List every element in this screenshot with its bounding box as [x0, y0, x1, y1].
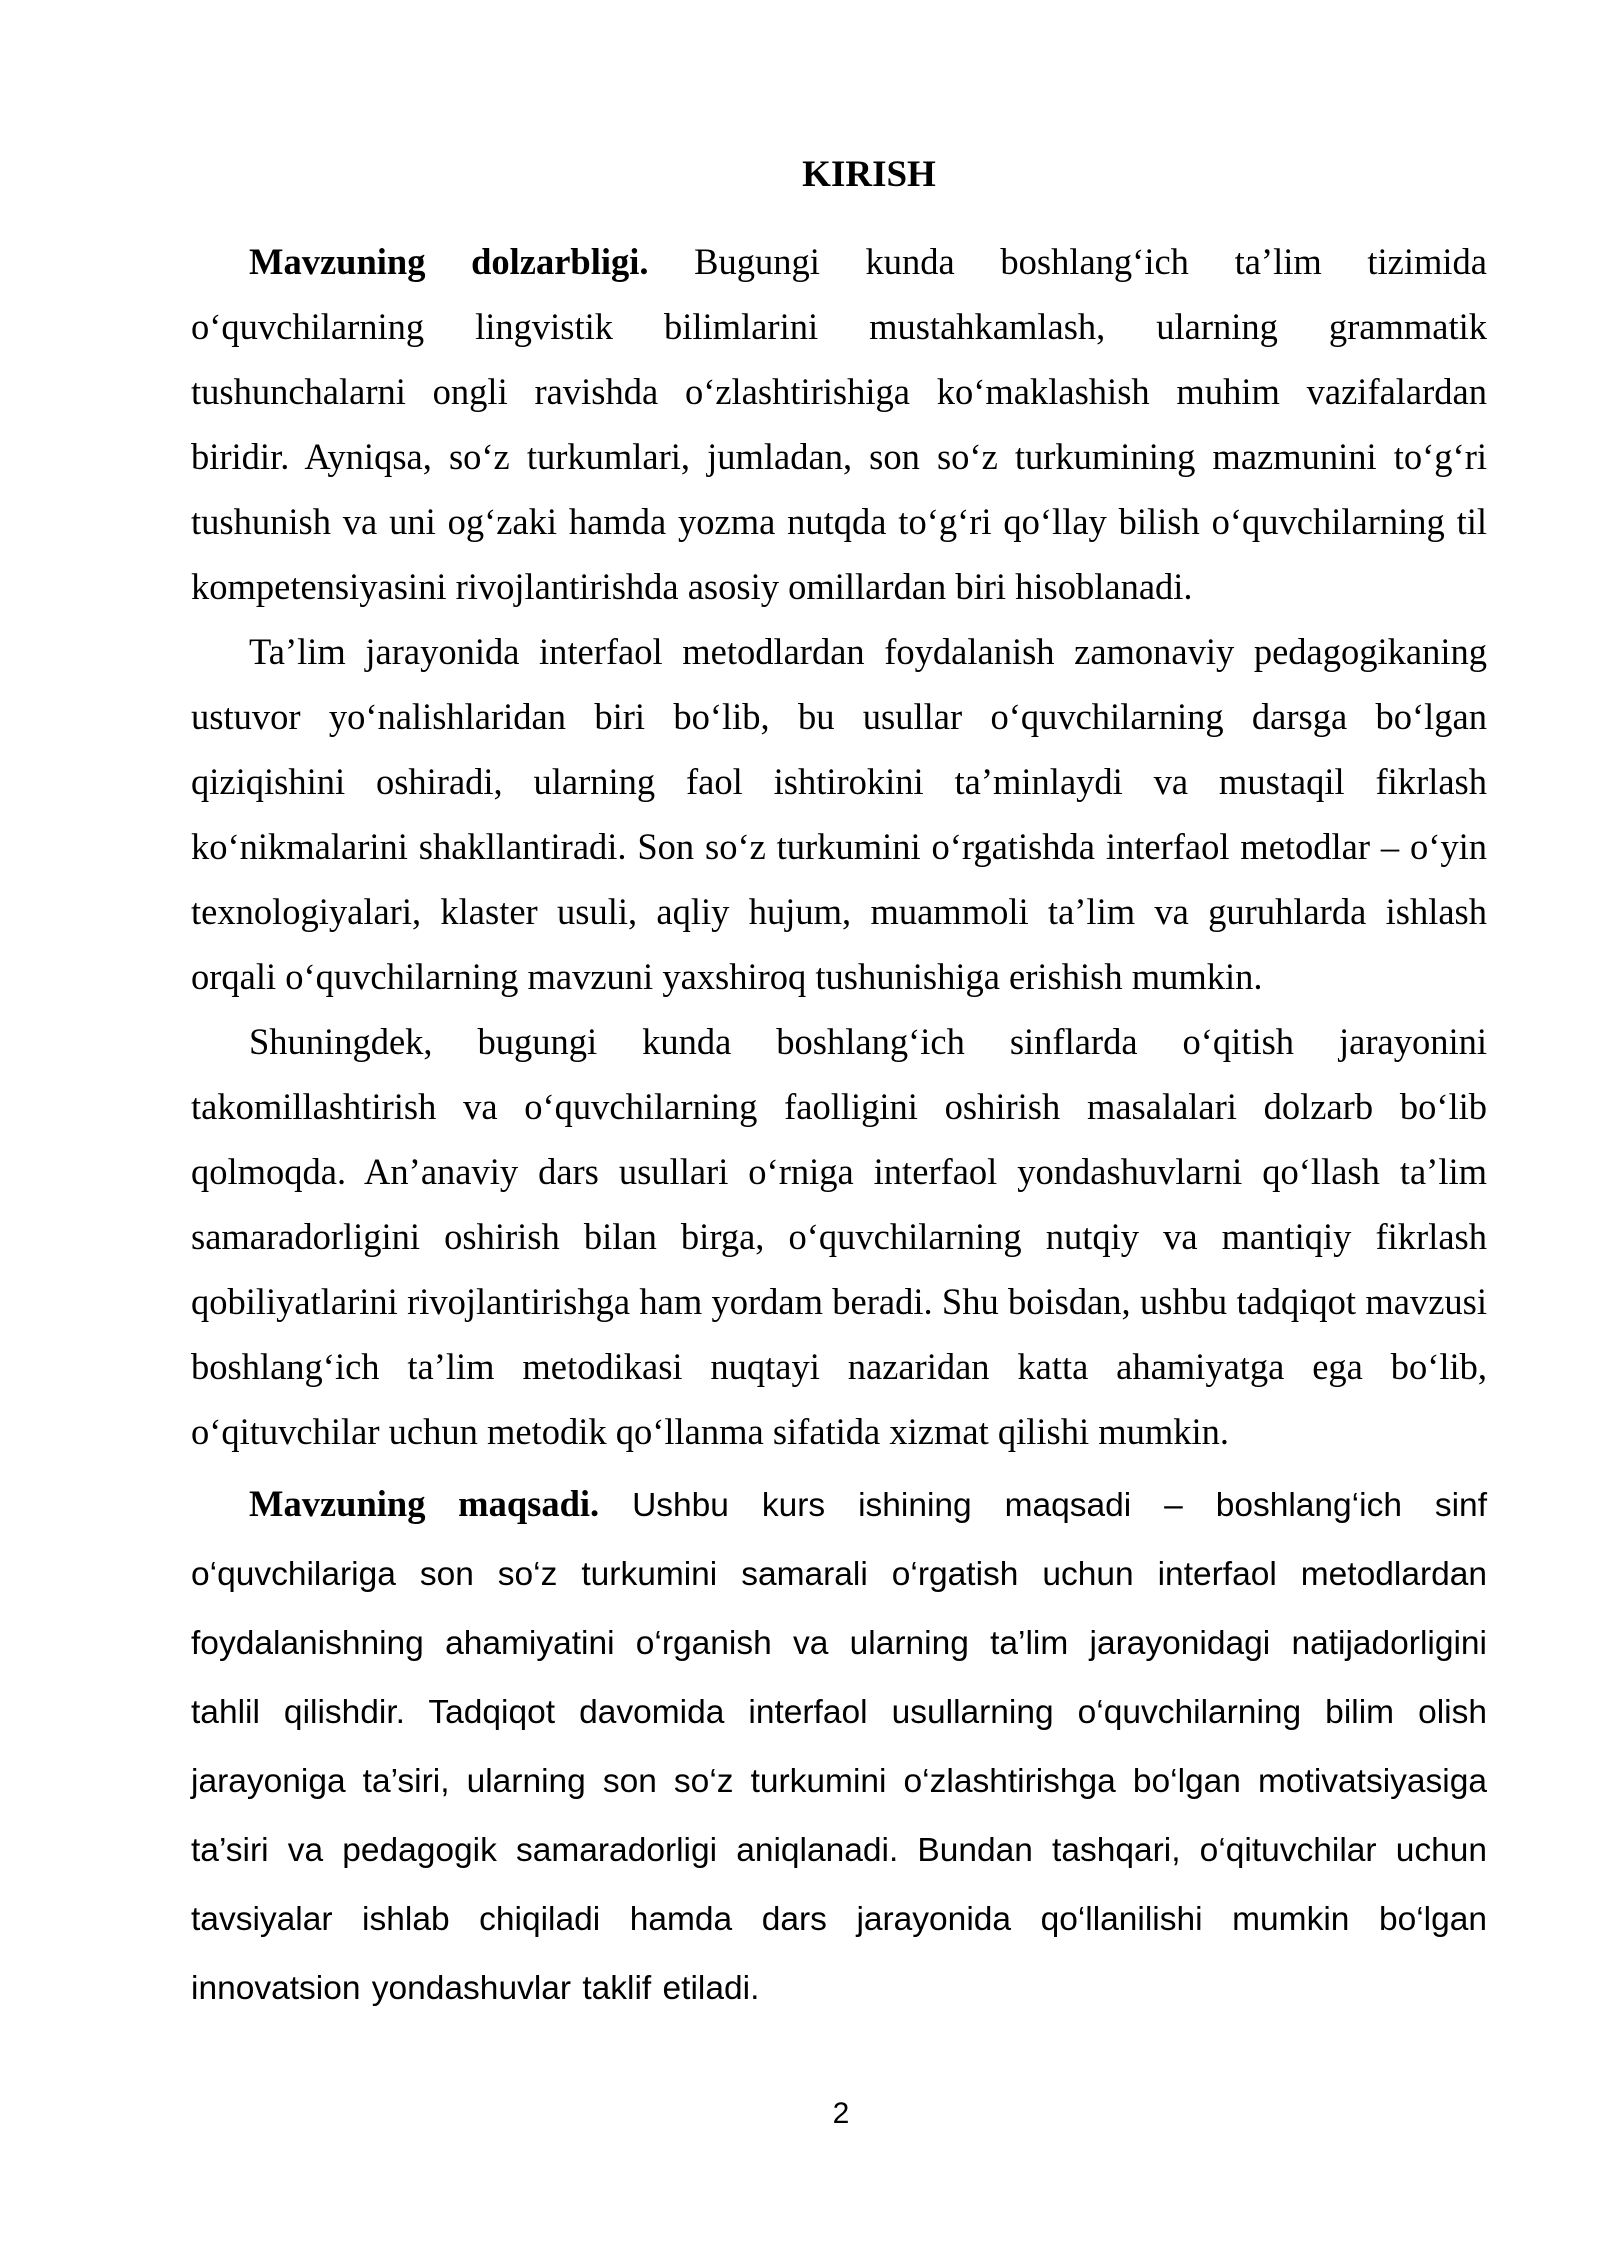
- body-text-serif: [191, 229, 1487, 1464]
- paragraph-text-relevance: Bugungi kunda boshlang‘ich ta’lim tizimida o‘quvchilarning lingvistik bilimlarini mustahkamlash, ularning grammatik tushunchalarni ongli ravishda o‘zlashtirishiga ko‘maklashish muhim vazifalardan biridir. Ayniqsa, so‘z turkumlari, jumladan, son so‘z turkumining mazmunini to‘g‘ri tushunish va uni og‘zaki hamda yozma nutqda to‘g‘ri qo‘llay bilish o‘quvchilarning til kompetensiyasini rivojlantirishda asosiy omillardan biri hisoblanadi.: [191, 241, 1487, 607]
- paragraph-text-goal: Ushbu kurs ishining maqsadi – boshlang‘ich sinf o‘quvchilariga son so‘z turkumini samarali o‘rgatish uchun interfaol metodlardan foydalanishning ahamiyatini o‘rganish va ularning ta’lim jarayonidagi natijadorligini tahlil qilishdir. Tadqiqot davomida interfaol usullarning o‘quvchilarning bilim olish jarayoniga ta’siri, ularning son so‘z turkumini o‘zlashtirishga bo‘lgan motivatsiyasiga ta’siri va pedagogik samaradorligi aniqlanadi. Bundan tashqari, o‘qituvchilar uchun tavsiyalar ishlab chiqiladi hamda dars jarayonida qo‘llanilishi mumkin bo‘lgan innovatsion yondashuvlar taklif etiladi.: [191, 1487, 1487, 2007]
- body-text-sans: [191, 1469, 1487, 2023]
- paragraph-relevance: [191, 229, 1487, 619]
- page-number: 2: [832, 2097, 850, 2130]
- paragraph-teaching-improvement: Shuningdek, bugungi kunda boshlang‘ich sinflarda o‘qitish jarayonini takomillashtirish va o‘quvchilarning faolligini oshirish masalalari dolzarb bo‘lib qolmoqda. An’anaviy dars usullari o‘rniga interfaol yondashuvlarni qo‘llash ta’lim samaradorligini oshirish bilan birga, o‘quvchilarning nutqiy va mantiqiy fikrlash qobiliyatlarini rivojlantirishga ham yordam beradi. Shu boisdan, ushbu tadqiqot mavzusi boshlang‘ich ta’lim metodikasi nuqtayi nazaridan katta ahamiyatga ega bo‘lib, o‘qituvchilar uchun metodik qo‘llanma sifatida xizmat qilishi mumkin.: [191, 1021, 1487, 1452]
- paragraph-goal: [191, 1469, 1487, 2023]
- paragraph-interactive-methods: Ta’lim jarayonida interfaol metodlardan foydalanish zamonaviy pedagogikaning ustuvor yo‘nalishlaridan biri bo‘lib, bu usullar o‘quvchilarning darsga bo‘lgan qiziqishini oshiradi, ularning faol ishtirokini ta’minlaydi va mustaqil fikrlash ko‘nikmalarini shakllantiradi. Son so‘z turkumini o‘rgatishda interfaol metodlar – o‘yin texnologiyalari, klaster usuli, aqliy hujum, muammoli ta’lim va guruhlarda ishlash orqali o‘quvchilarning mavzuni yaxshiroq tushunishiga erishish mumkin.: [191, 631, 1487, 997]
- paragraph-lead-relevance: Mavzuning dolzarbligi.: [249, 241, 649, 282]
- section-title: KIRISH: [802, 154, 936, 195]
- paragraph-lead-goal: Mavzuning maqsadi.: [249, 1483, 600, 1524]
